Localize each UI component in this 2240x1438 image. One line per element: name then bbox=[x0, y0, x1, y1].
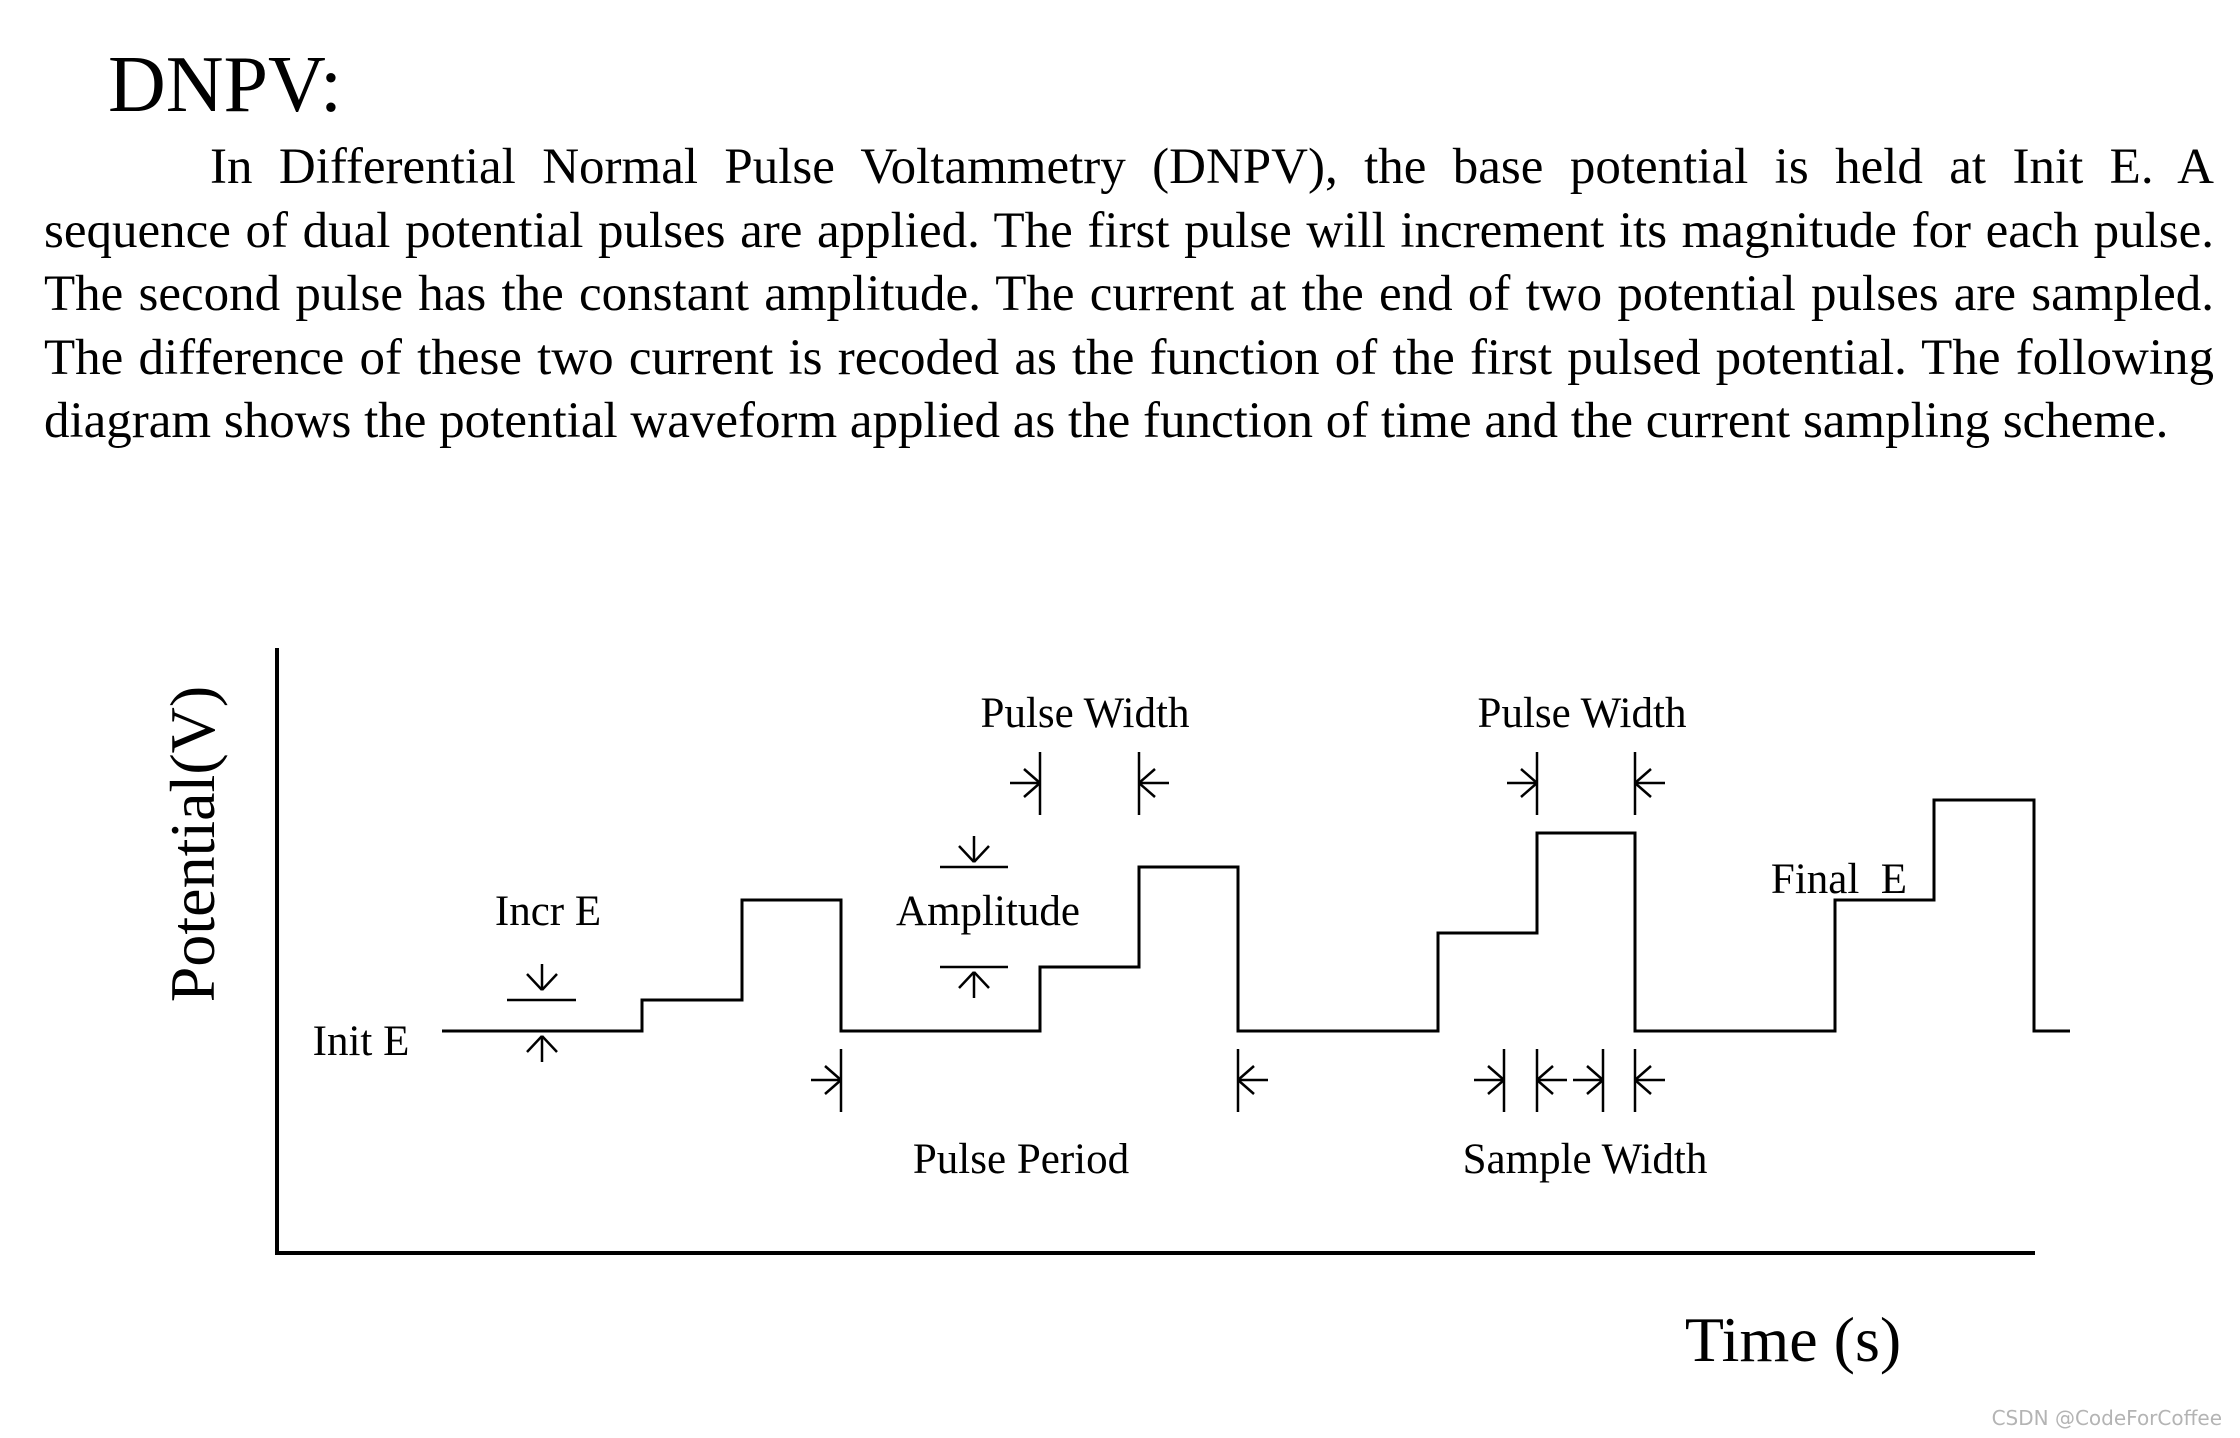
pulse-width-2-label: Pulse Width bbox=[1477, 690, 1687, 737]
pulse-period-markers bbox=[811, 1049, 1268, 1112]
final-e-label: Final E bbox=[1770, 856, 1908, 903]
pulse-width-1-label: Pulse Width bbox=[980, 690, 1190, 737]
y-axis-label: Potential(V) bbox=[157, 685, 228, 1003]
incr-e-label: Incr E bbox=[494, 888, 602, 935]
sample-width-label: Sample Width bbox=[1462, 1136, 1708, 1183]
description-paragraph: In Differential Normal Pulse Voltammetry (DNPV), the base potential is held at Init E. A sequence of dual potential pulses are applied. The first pulse will increment its magnitude for each pulse. The second pulse has the constant amplitude. The current at the end of two potential pulses are sampled. The difference of these two current is recoded as the function of the first pulsed potential. The following diagram shows the potential waveform applied as the function of time and the current sampling scheme. bbox=[44, 139, 2214, 449]
incr-e-markers bbox=[507, 964, 576, 1062]
pulse-width-1-markers bbox=[1010, 752, 1169, 815]
x-axis-label: Time (s) bbox=[1684, 1304, 1902, 1375]
potential-waveform bbox=[442, 800, 2070, 1031]
axes bbox=[275, 648, 2035, 1253]
pulse-width-2-markers bbox=[1507, 752, 1665, 815]
page-title: DNPV: bbox=[108, 41, 343, 129]
amplitude-label: Amplitude bbox=[896, 888, 1080, 935]
init-e-label: Init E bbox=[312, 1018, 410, 1065]
watermark: CSDN @CodeForCoffee bbox=[1991, 1406, 2222, 1430]
pulse-period-label: Pulse Period bbox=[912, 1136, 1130, 1183]
sample-width-markers bbox=[1474, 1049, 1665, 1112]
